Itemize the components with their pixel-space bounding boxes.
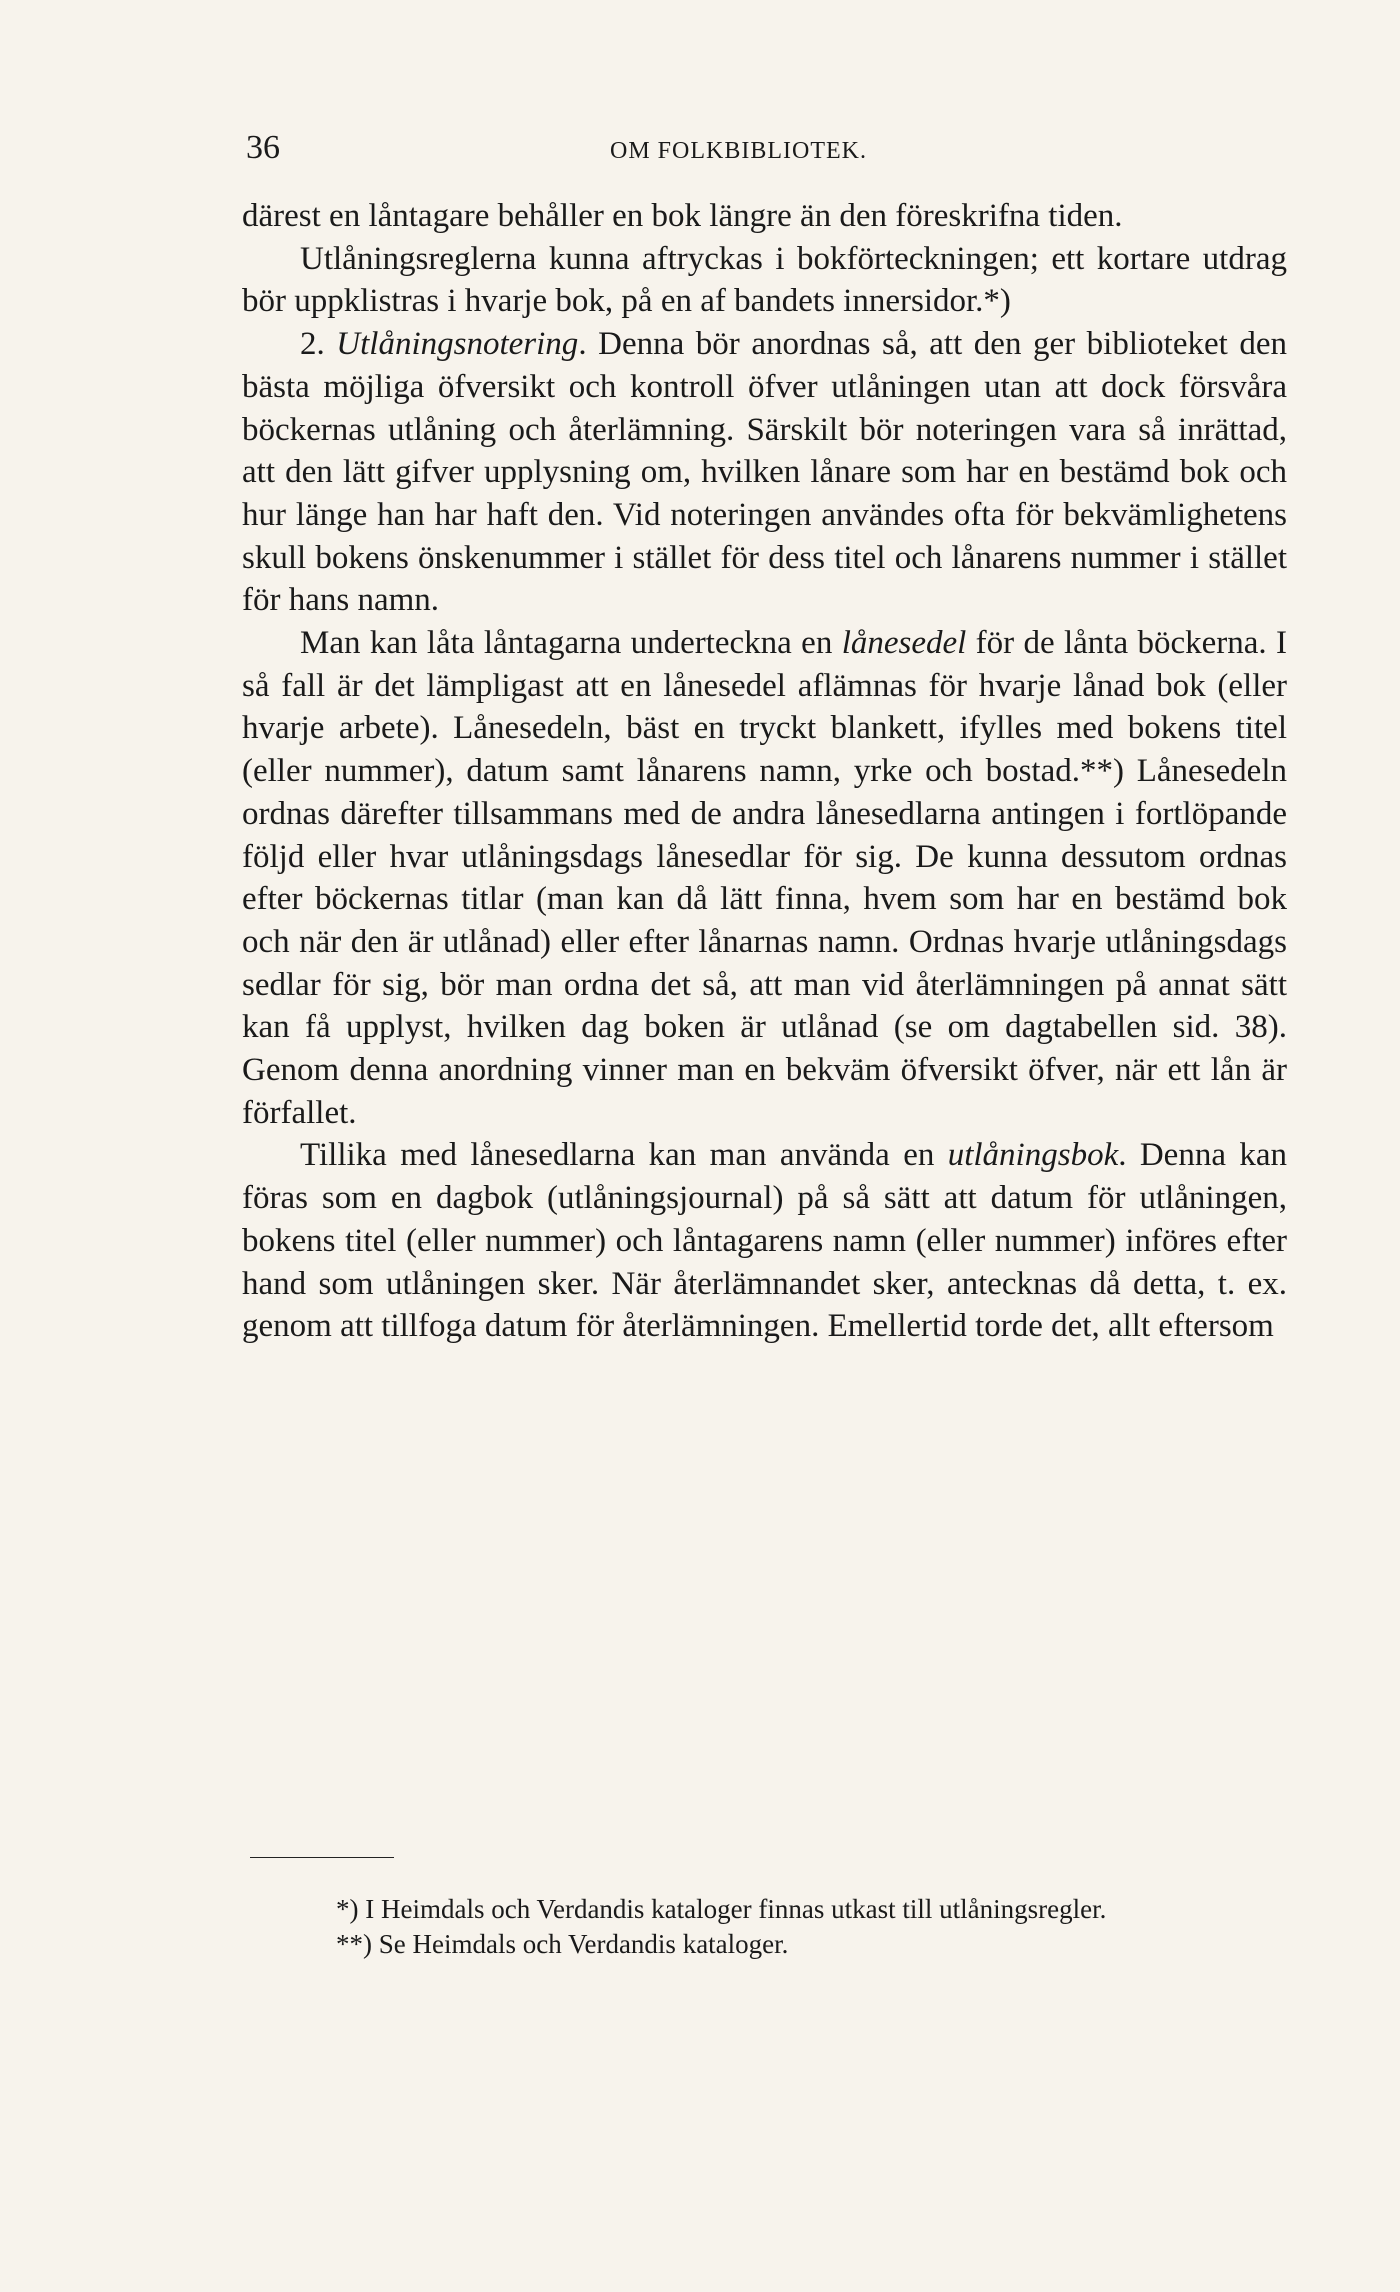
footnote-1: *) I Heimdals och Verdandis kataloger finnas utkast till utlåningsregler. bbox=[336, 1894, 1107, 1924]
footnotes bbox=[250, 1892, 1286, 1962]
paragraph-4-text: för de lånta böckerna. I så fall är det lämpligast att en lånesedel aflämnas för hvarje lånad bok (eller hvarje arbete). Lånesedeln, bäst en tryckt blankett, ifylles med bokens titel (eller nummer), datum samt lånarens namn, yrke och bostad.**) Lånesedeln ordnas därefter tillsammans med de andra lånesedlarna antingen i fortlöpande följd eller hvar utlåningsdags lånesedlar för sig. De kunna dessutom ordnas efter böckernas titlar (man kan då lätt finna, hvem som har en bestämd bok och när den är utlånad) eller efter lånarnas namn. Ordnas hvarje utlåningsdags sedlar för sig, bör man ordna det så, att man vid återlämningen på annat sätt kan få upplyst, hvilken dag boken är utlånad (se om dagtabellen sid. 38). Genom denna anordning vinner man en bekväm öfversikt öfver, när ett lån är förfallet. bbox=[242, 625, 1287, 1131]
paragraph-1: därest en låntagare behåller en bok längre än den föreskrifna tiden. bbox=[242, 198, 1123, 234]
paragraph-3 bbox=[242, 323, 1287, 622]
paragraph-3-term: Utlåningsnotering bbox=[336, 326, 579, 363]
paragraph-3-text: . Denna bör anordnas så, att den ger biblioteket den bästa möjliga öfversikt och kontroll öfver utlåningen utan att dock försvåra böckernas utlåning och återlämning. Särskilt bör noteringen vara så inrättad, att den lätt gifver upplysning om, hvilken lånare som har en bestämd bok och hur länge han har haft den. Vid noteringen användes ofta för bekvämlighetens skull bokens önskenummer i stället för dess titel och lånarens nummer i stället för hans namn. bbox=[242, 326, 1288, 619]
paragraph-5-term: utlåningsbok bbox=[947, 1137, 1119, 1174]
main-text bbox=[242, 195, 1287, 1348]
paragraph-4 bbox=[242, 622, 1287, 1134]
paragraph-2: Utlåningsreglerna kunna aftryckas i bokförteckningen; ett kortare utdrag bör uppklistras i hvarje bok, på en af bandets innersidor.*) bbox=[242, 240, 1287, 320]
paragraph-5-text: . Denna kan föras som en dagbok (utlåningsjournal) på så sätt att datum för utlåningen, bokens titel (eller nummer) och låntagarens namn (eller nummer) införes efter hand som utlåningen sker. När återlämnandet sker, antecknas då detta, t. ex. genom att tillfoga datum för återlämningen. Emellertid torde det, allt eftersom bbox=[242, 1137, 1287, 1345]
paragraph-5 bbox=[242, 1134, 1287, 1348]
footnote-2: **) Se Heimdals och Verdandis kataloger. bbox=[336, 1929, 789, 1959]
page-header bbox=[246, 128, 1286, 168]
footnote-rule bbox=[250, 1857, 394, 1858]
paragraph-4-term: lånesedel bbox=[841, 625, 967, 662]
paragraph-5-lead: Tillika med lånesedlarna kan man använda en bbox=[300, 1137, 948, 1174]
running-head: OM FOLKBIBLIOTEK. bbox=[610, 138, 867, 164]
paragraph-4-lead: Man kan låta låntagarna underteckna en bbox=[300, 625, 842, 662]
paragraph-3-lead: 2. bbox=[300, 326, 337, 363]
page-number: 36 bbox=[246, 129, 280, 166]
